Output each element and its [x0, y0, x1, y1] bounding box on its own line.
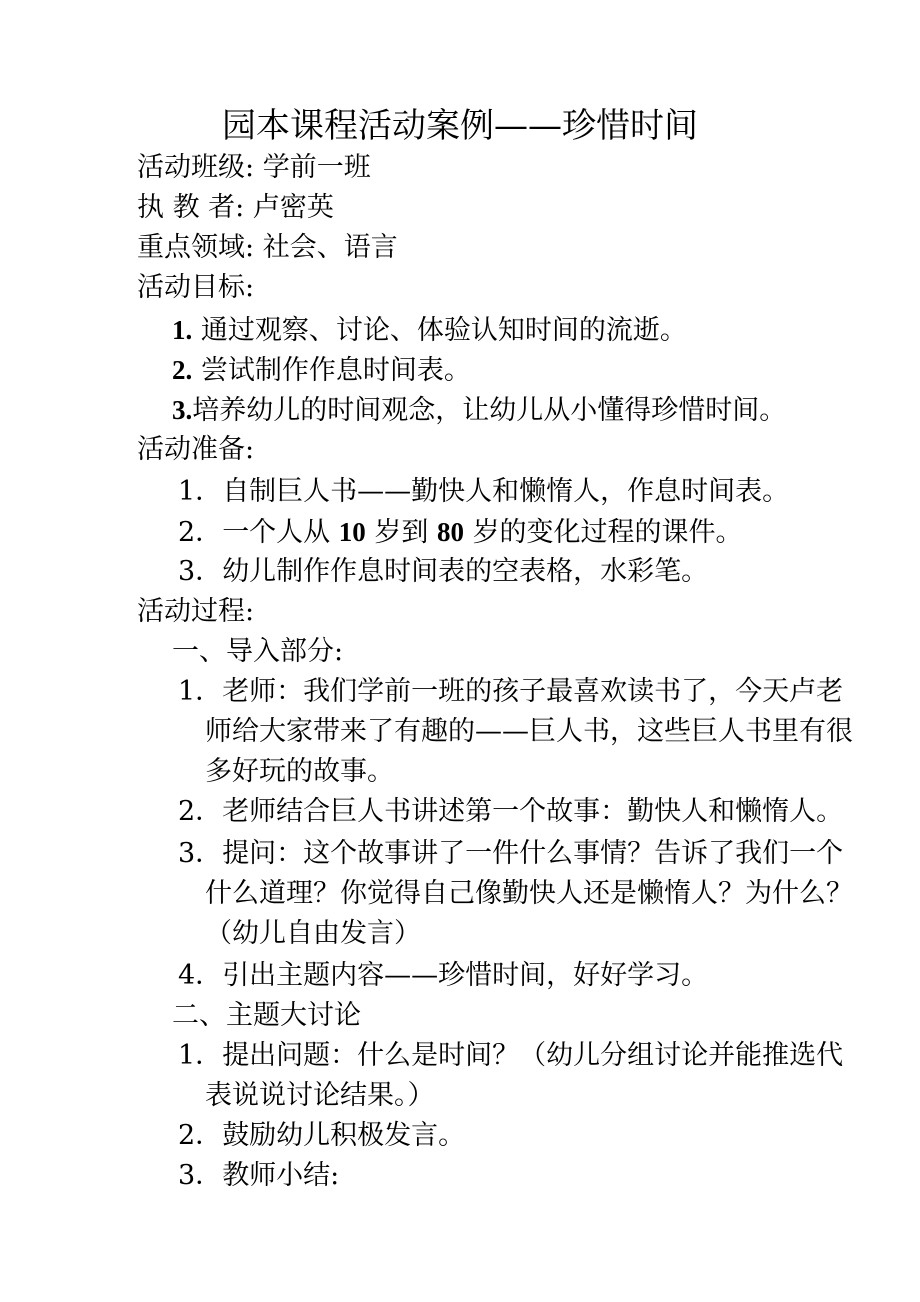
prep-item [178, 472, 789, 512]
part1-heading: 一、导入部分: [172, 636, 344, 667]
prep-text-post: 岁的变化过程的课件。 [472, 517, 743, 548]
process-text: 提问：这个故事讲了一件什么事情？告诉了我们一个 [222, 838, 844, 869]
goal-item [172, 390, 786, 431]
process-number: 2． [178, 1120, 223, 1151]
process-item [178, 672, 843, 712]
prep-number: 2． [178, 517, 223, 548]
domain-row [137, 228, 398, 268]
process-text-continued: （幼儿自由发言） [205, 918, 421, 949]
prep-number: 3． [178, 556, 223, 587]
goal-number: 3. [172, 395, 193, 425]
prep-number: 1． [178, 476, 223, 507]
process-number: 1． [178, 676, 223, 707]
teacher-row [137, 188, 334, 228]
process-text: 引出主题内容——珍惜时间，好好学习。 [222, 960, 709, 991]
process-text-continued: 多好玩的故事。 [205, 756, 394, 787]
page-title: 园本课程活动案例——珍惜时间 [222, 106, 698, 146]
prep-text: 幼儿制作作息时间表的空表格，水彩笔。 [222, 556, 709, 587]
process-text: 老师结合巨人书讲述第一个故事：勤快人和懒惰人。 [222, 796, 844, 827]
prep-heading: 活动准备: [137, 434, 255, 465]
goal-text: 尝试制作作息时间表。 [200, 355, 471, 386]
process-text: 提出问题：什么是时间？（幼儿分组讨论并能推选代 [222, 1040, 844, 1071]
prep-age-start: 10 [338, 517, 366, 547]
process-heading: 活动过程: [137, 596, 255, 627]
process-text: 鼓励幼儿积极发言。 [222, 1120, 466, 1151]
goal-item [172, 310, 687, 351]
part2-heading: 二、主题大讨论 [172, 1000, 361, 1031]
domain-value: 社会、语言 [262, 232, 398, 263]
process-text-continued: 什么道理？你觉得自己像勤快人还是懒惰人？为什么？ [205, 878, 853, 909]
prep-text: 自制巨人书——勤快人和懒惰人，作息时间表。 [222, 476, 790, 507]
process-item [178, 1116, 465, 1156]
class-row [137, 148, 371, 188]
prep-age-end: 80 [436, 517, 464, 547]
process-text-continued: 师给大家带来了有趣的——巨人书，这些巨人书里有很 [205, 716, 853, 747]
process-number: 2． [178, 796, 223, 827]
process-number: 3． [178, 838, 223, 869]
process-number: 1． [178, 1040, 223, 1071]
process-number: 3． [178, 1160, 223, 1191]
process-item [178, 1036, 843, 1076]
process-number: 4． [178, 960, 223, 991]
domain-label: 重点领域: [137, 232, 255, 263]
prep-item [178, 552, 708, 592]
goal-text: 通过观察、讨论、体验认知时间的流逝。 [200, 315, 687, 346]
teacher-value: 卢密英 [252, 192, 334, 223]
process-item [178, 956, 708, 996]
goal-text: 培养幼儿的时间观念，让幼儿从小懂得珍惜时间。 [192, 395, 787, 426]
process-item [178, 1156, 339, 1196]
prep-text-pre: 一个人从 [222, 517, 331, 548]
teacher-label: 执 教 者: [137, 192, 245, 223]
process-item [178, 834, 843, 874]
process-item [178, 792, 843, 832]
prep-item [178, 512, 743, 553]
class-value: 学前一班 [262, 152, 371, 183]
goal-item [172, 350, 471, 391]
goals-heading: 活动目标: [137, 272, 255, 303]
process-text: 老师：我们学前一班的孩子最喜欢读书了，今天卢老 [222, 676, 844, 707]
goal-number: 2. [172, 355, 193, 385]
prep-text-mid: 岁到 [374, 517, 429, 548]
class-label: 活动班级: [137, 152, 255, 183]
goal-number: 1. [172, 315, 193, 345]
process-text: 教师小结: [222, 1160, 340, 1191]
process-text-continued: 表说说讨论结果。） [205, 1080, 435, 1111]
